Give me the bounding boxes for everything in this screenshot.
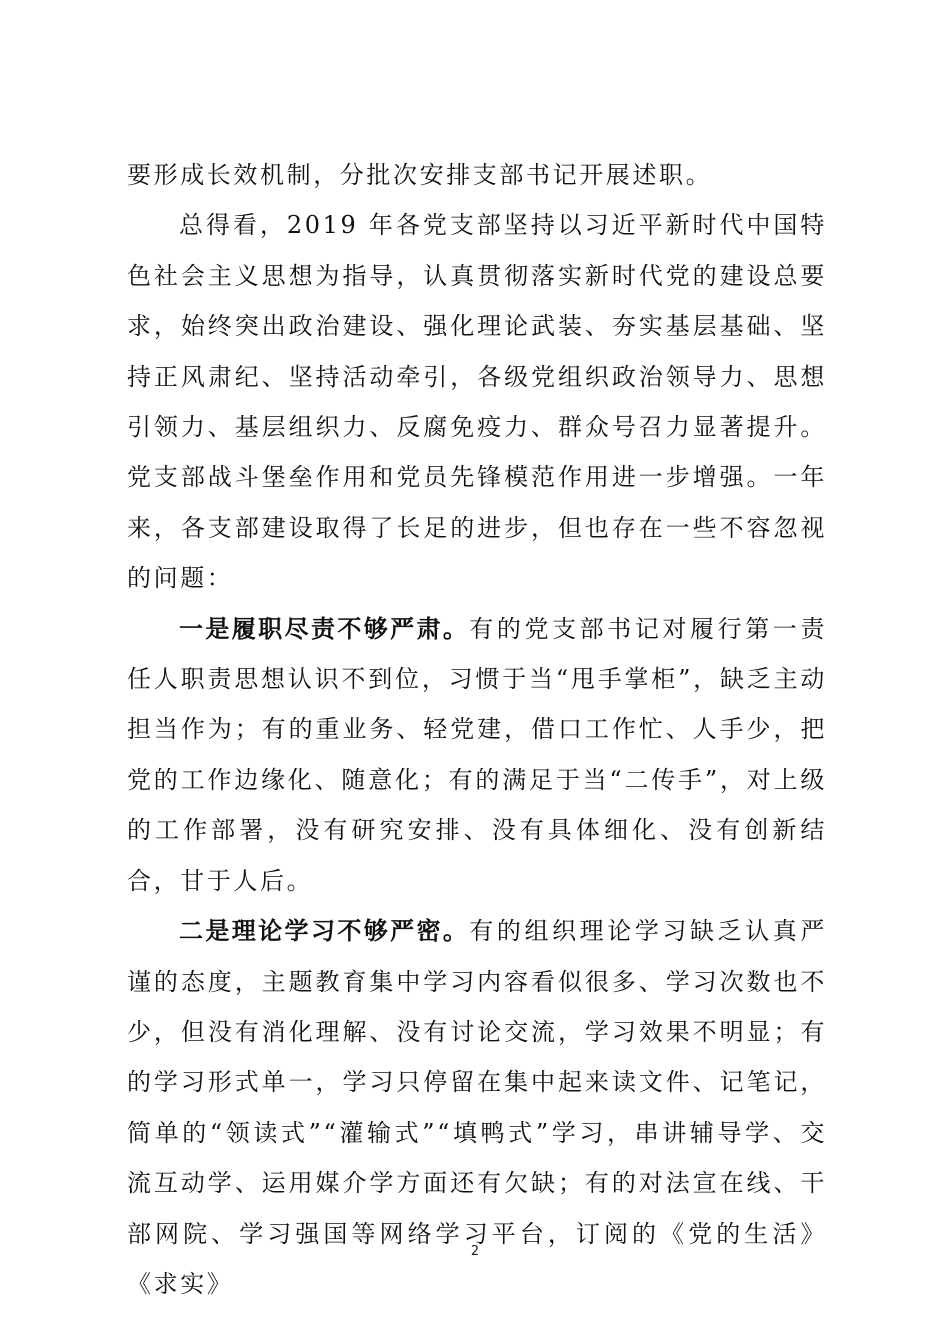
paragraph-lead-heading: 一是履职尽责不够严肃。	[179, 614, 470, 643]
document-body	[127, 150, 827, 1309]
paragraph-summary	[127, 200, 827, 603]
paragraph-text: 有的党支部书记对履行第一责任人职责思想认识不到位，习惯于当“甩手掌柜”，缺乏主动担当作为；有的重业务、轻党建，借口工作忙、人手少，把党的工作边缘化、随意化；有的满足于当“二传手”，对上级的工作部署，没有研究安排、没有具体细化、没有创新结合，甘于人后。	[127, 614, 827, 895]
paragraph-issue-one	[127, 604, 827, 906]
paragraph-lead-heading: 二是理论学习不够严密。	[179, 917, 470, 946]
paragraph-text: 有的组织理论学习缺乏认真严谨的态度，主题教育集中学习内容看似很多、学习次数也不少，但没有消化理解、没有讨论交流，学习效果不明显；有的学习形式单一，学习只停留在集中起来读文件、记笔记，简单的“领读式”“灌输式”“填鸭式”学习，串讲辅导学、交流互动学、运用媒介学方面还有欠缺；有的对法宣在线、干部网院、学习强国等网络学习平台，订阅的《党的生活》《求实》	[127, 917, 827, 1298]
page-number: 2	[470, 1244, 480, 1259]
paragraph-text: 总得看，2019 年各党支部坚持以习近平新时代中国特色社会主义思想为指导，认真贯彻落实新时代党的建设总要求，始终突出政治建设、强化理论武装、夯实基层基础、坚持正风肃纪、坚持活动牵引，各级党组织政治领导力、思想引领力、基层组织力、反腐免疫力、群众号召力显著提升。党支部战斗堡垒作用和党员先锋模范作用进一步增强。一年来，各支部建设取得了长足的进步，但也存在一些不容忽视的问题：	[127, 211, 827, 593]
paragraph-text: 要形成长效机制，分批次安排支部书记开展述职。	[127, 161, 713, 189]
paragraph-continuation	[127, 150, 827, 200]
